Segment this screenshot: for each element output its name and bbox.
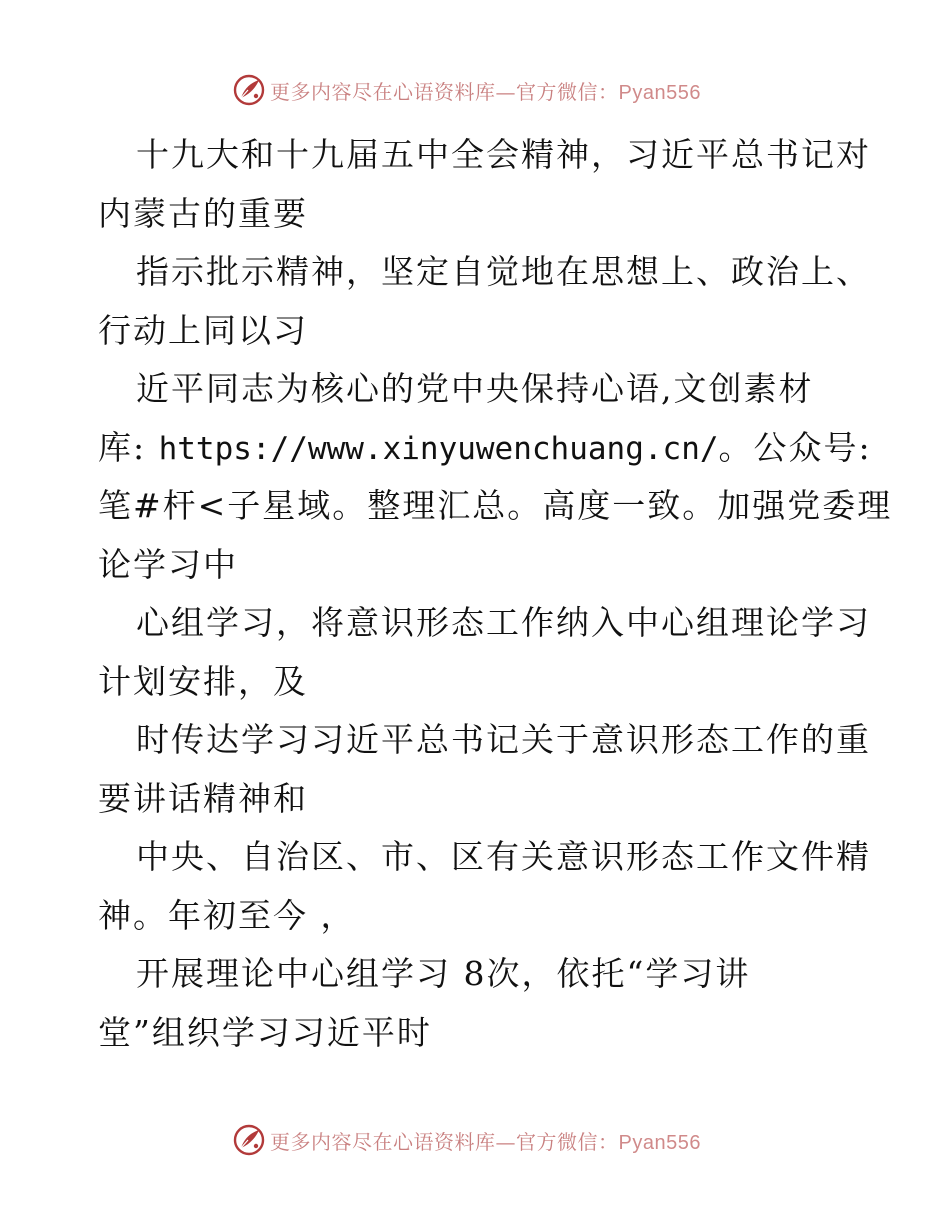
- banner-dash-text: —官方微信：: [495, 79, 619, 104]
- body-text-line: 行动上同以习: [98, 310, 308, 350]
- body-text-line: 近平同志为核心的党中央保持心语,文创素材: [136, 369, 814, 408]
- body-text-line: 指示批示精神，坚定自觉地在思想上、政治上、: [136, 252, 871, 291]
- body-text-line: 库: https://www.xinyuwenchuang.cn/。公众号:: [98, 427, 872, 467]
- header-watermark-banner: [232, 70, 752, 110]
- url-text: https://www.xinyuwenchuang.cn/: [158, 430, 719, 467]
- footer-watermark-banner: [232, 1120, 752, 1160]
- body-text-line: 堂”组织学习习近平时: [98, 1012, 432, 1052]
- document-body: [98, 126, 893, 1062]
- body-text-line: 开展理论中心组学习 8次，依托“学习讲: [136, 954, 751, 993]
- banner-main-text: 更多内容尽在心语资料库: [270, 79, 496, 104]
- banner-main-text: 更多内容尽在心语资料库: [270, 1129, 496, 1154]
- body-text-line: 计划安排，及: [98, 661, 308, 701]
- quill-pen-logo-icon: [232, 1123, 266, 1157]
- body-text-line: 十九大和十九届五中全会精神，习近平总书记对: [136, 135, 871, 174]
- body-text-line: 笔#杆<子星域。整理汇总。高度一致。加强党委理: [98, 486, 893, 525]
- body-text-line: 论学习中: [98, 544, 238, 584]
- body-text-line: 中央、自治区、市、区有关意识形态工作文件精: [136, 837, 871, 876]
- body-text-line: 内蒙古的重要: [98, 193, 308, 233]
- body-text-line: 心组学习，将意识形态工作纳入中心组理论学习: [136, 603, 871, 642]
- body-text-line: 神。年初至今 ，: [98, 895, 356, 935]
- banner-wechat-id: Pyan556: [618, 81, 701, 104]
- body-text-line: 时传达学习习近平总书记关于意识形态工作的重: [136, 720, 871, 759]
- body-text-line: 要讲话精神和: [98, 778, 308, 818]
- banner-dash-text: —官方微信：: [495, 1129, 619, 1154]
- banner-wechat-id: Pyan556: [618, 1131, 701, 1154]
- quill-pen-logo-icon: [232, 73, 266, 107]
